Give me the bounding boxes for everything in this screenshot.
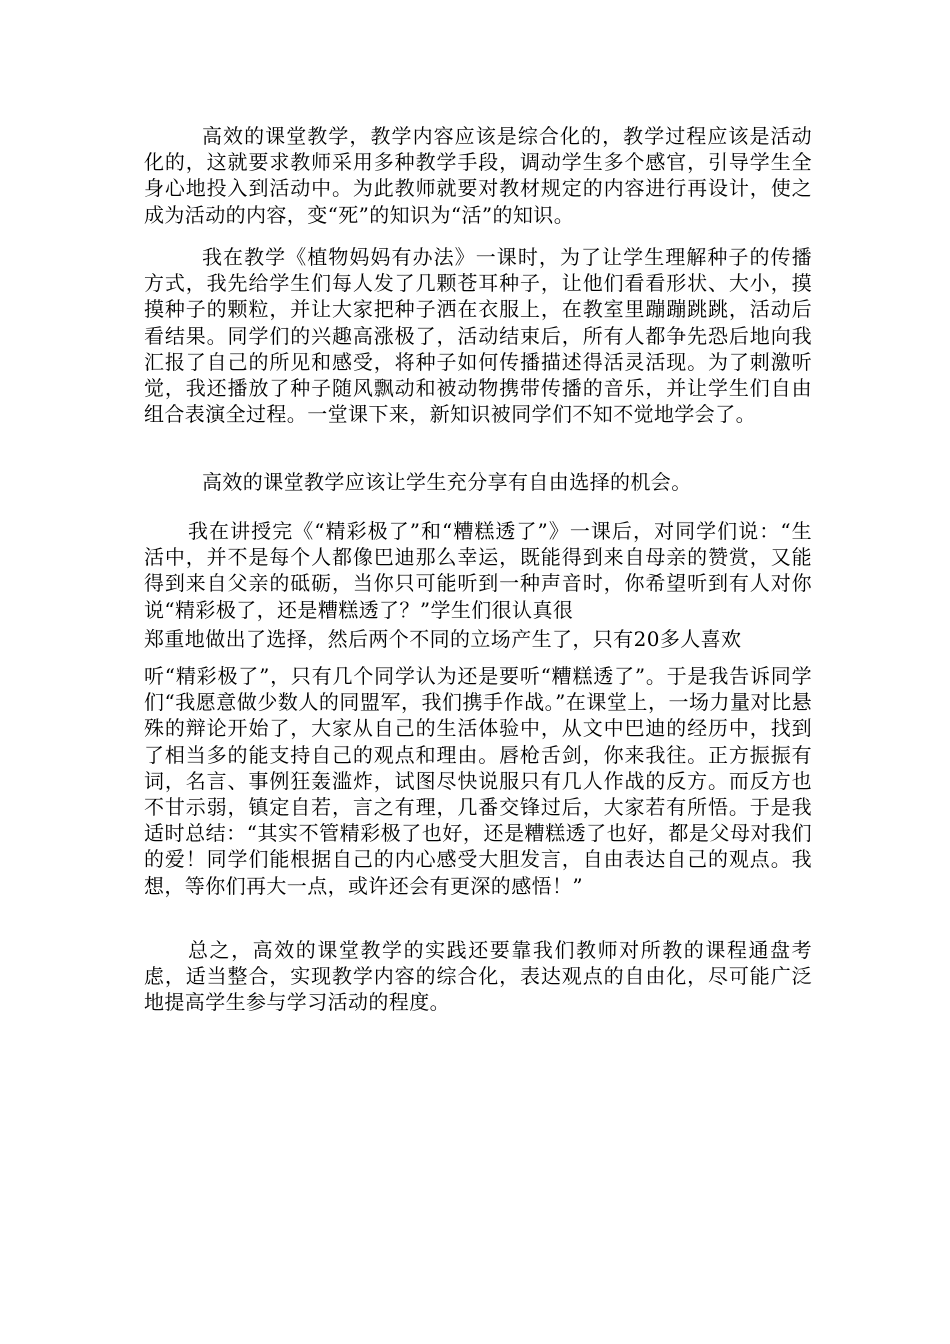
paragraph-4-part-3: 听“精彩极了”，只有几个同学认为还是要听“糟糕透了”。于是我告诉同学们“我愿意做少数人的同盟军，我们携手作战。”在课堂上，一场力量对比悬殊的辩论开始了，大家从自己的生活体验中，从文中巴迪的经历中，找到了相当多的能支持自己的观点和理由。唇枪舌剑，你来我往。正方振振有词，名言、事例狂轰滥炸，试图尽快说服只有几人作战的反方。而反方也不甘示弱，镇定自若，言之有理，几番交锋过后，大家若有所悟。于是我适时总结：“其实不管精彩极了也好，还是糟糕透了也好，都是父母对我们的爱！同学们能根据自己的内心感受大胆发言，自由表达自己的观点。我想，等你们再大一点，或许还会有更深的感悟！”: [144, 664, 812, 898]
paragraph-5: 总之，高效的课堂教学的实践还要靠我们教师对所教的课程通盘考虑，适当整合，实现教学内容的综合化，表达观点的自由化，尽可能广泛地提高学生参与学习活动的程度。: [144, 938, 812, 1015]
paragraph-4-part-1: 我在讲授完《“精彩极了”和“糟糕透了”》一课后，对同学们说：“生活中，并不是每个人都像巴迪那么幸运，既能得到来自母亲的赞赏，又能得到来自父亲的砥砺，当你只可能听到一种声音时，你希望听到有人对你说“精彩极了，还是糟糕透了？”学生们很认真很: [144, 519, 812, 622]
paragraph-2: 我在教学《植物妈妈有办法》一课时，为了让学生理解种子的传播方式，我先给学生们每人发了几颗苍耳种子，让他们看看形状、大小，摸摸种子的颗粒，并让大家把种子洒在衣服上，在教室里蹦蹦跳跳，活动后看结果。同学们的兴趣高涨极了，活动结束后，所有人都争先恐后地向我汇报了自己的所见和感受，将种子如何传播描述得活灵活现。为了刺激听觉，我还播放了种子随风飘动和被动物携带传播的音乐，并让学生们自由组合表演全过程。一堂课下来，新知识被同学们不知不觉地学会了。: [144, 245, 812, 427]
paragraph-3: 高效的课堂教学应该让学生充分享有自由选择的机会。: [202, 470, 692, 494]
paragraph-4-part-2: 郑重地做出了选择，然后两个不同的立场产生了，只有20多人喜欢: [144, 627, 742, 651]
paragraph-1: 高效的课堂教学，教学内容应该是综合化的，教学过程应该是活动化的，这就要求教师采用多种教学手段，调动学生多个感官，引导学生全身心地投入到活动中。为此教师就要对教材规定的内容进行再设计，使之成为活动的内容，变“死”的知识为“活”的知识。: [144, 124, 812, 227]
